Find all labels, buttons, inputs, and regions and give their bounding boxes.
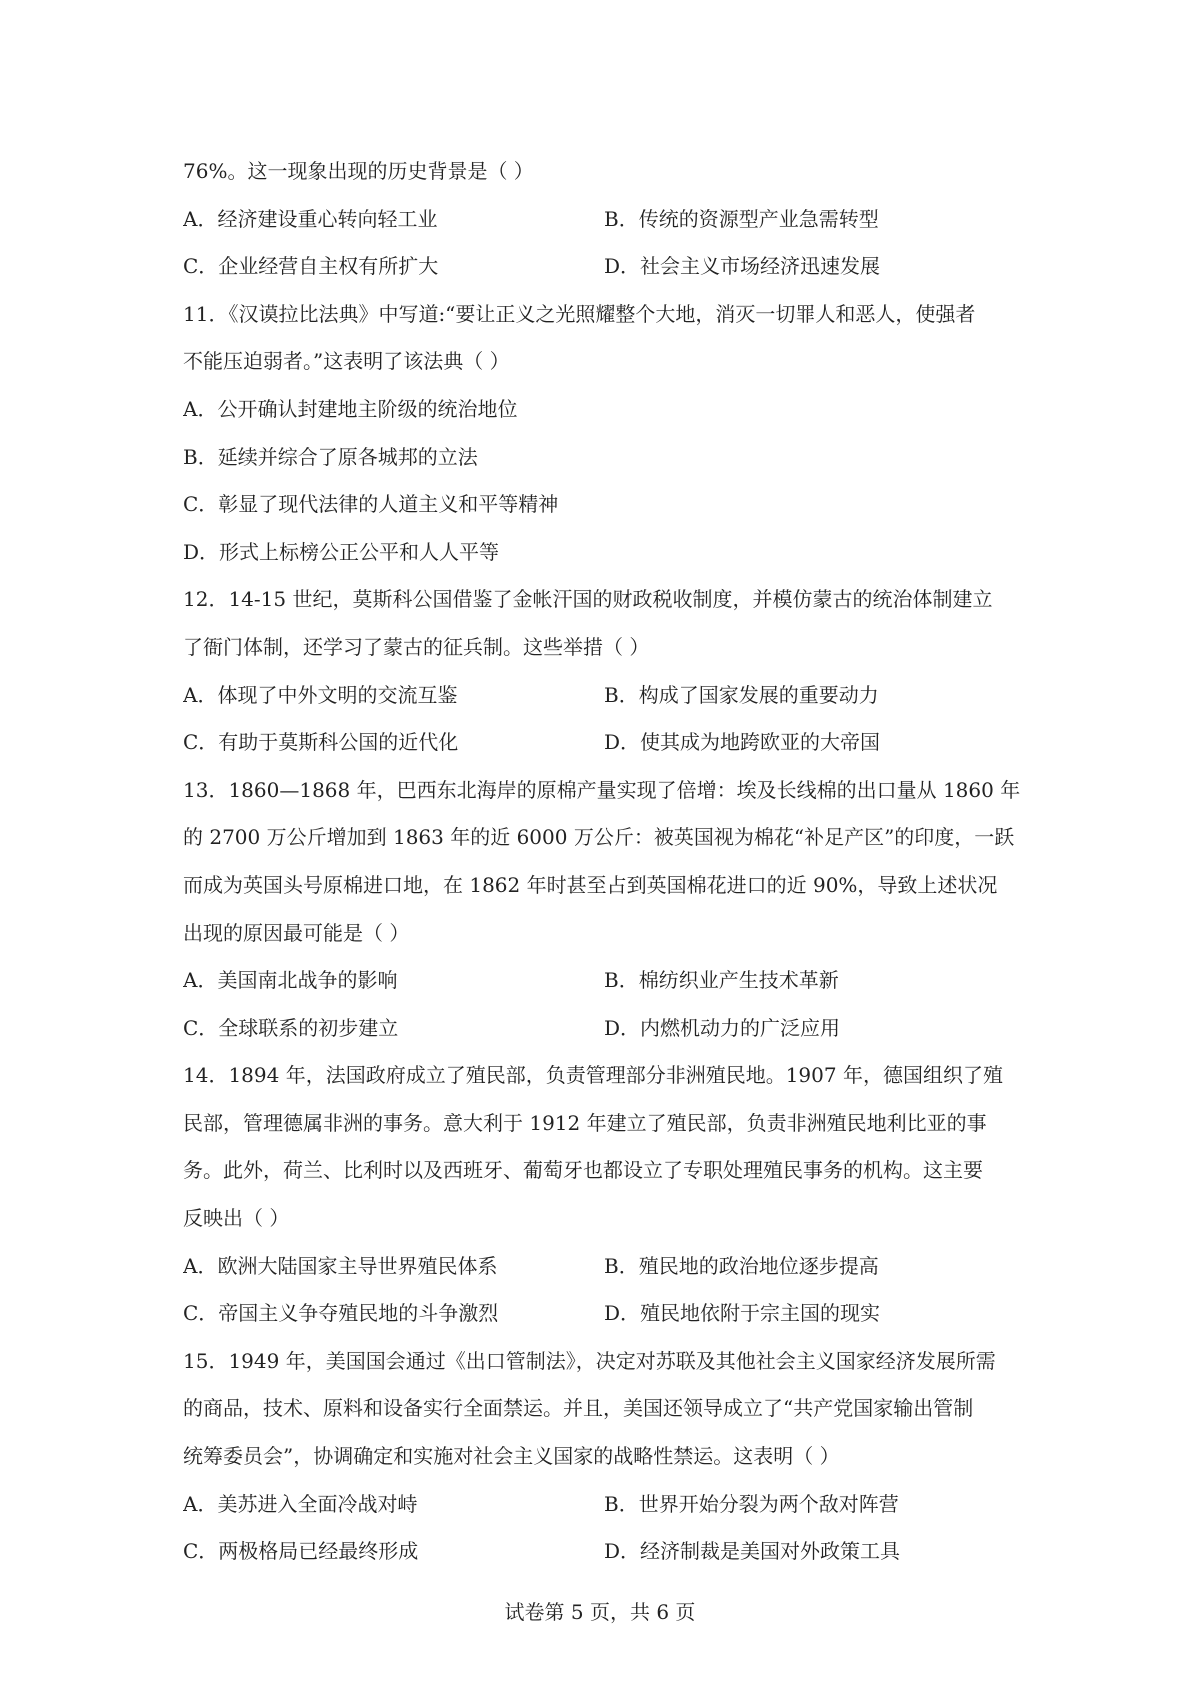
option-c: C．有助于莫斯科公国的近代化	[183, 730, 459, 755]
question-stem-line: 11．《汉谟拉比法典》中写道:“要让正义之光照耀整个大地，消灭一切罪人和恶人，使强者	[183, 301, 976, 326]
option-row	[183, 1005, 1028, 1053]
option-a: A．欧洲大陆国家主导世界殖民体系	[183, 1253, 498, 1278]
option-d: D．形式上标榜公正公平和人人平等	[183, 539, 500, 564]
option-row	[183, 1243, 1028, 1291]
option-row	[183, 957, 1028, 1005]
option-b: B．延续并综合了原各城邦的立法	[183, 444, 478, 469]
option-c: C．帝国主义争夺殖民地的斗争激烈	[183, 1301, 499, 1326]
question-stem-line: 15．1949 年，美国国会通过《出口管制法》，决定对苏联及其他社会主义国家经济发展所需	[183, 1348, 996, 1373]
option-d: D．使其成为地跨欧亚的大帝国	[604, 730, 881, 755]
option-b: B．殖民地的政治地位逐步提高	[604, 1253, 879, 1278]
option-a: A．美苏进入全面冷战对峙	[183, 1491, 418, 1516]
question-stem-line: 务。此外，荷兰、比利时以及西班牙、葡萄牙也都设立了专职处理殖民事务的机构。这主要	[183, 1158, 983, 1183]
question-11	[183, 291, 1028, 577]
question-stem-line: 的 2700 万公斤增加到 1863 年的近 6000 万公斤：被英国视为棉花“补足产区”的印度，一跃	[183, 825, 1015, 850]
option-row	[183, 1290, 1028, 1338]
option-row	[183, 1481, 1028, 1529]
option-b: B．世界开始分裂为两个敌对阵营	[604, 1491, 899, 1516]
option-d: D．内燃机动力的广泛应用	[604, 1015, 841, 1040]
option-row	[183, 243, 1028, 291]
option-b: B．构成了国家发展的重要动力	[604, 682, 879, 707]
question-12	[183, 576, 1028, 766]
question-stem-line: 13．1860—1868 年，巴西东北海岸的原棉产量实现了倍增：埃及长线棉的出口量从 1860 年	[183, 777, 1021, 802]
question-15	[183, 1338, 1028, 1576]
option-b: B．棉纺织业产生技术革新	[604, 968, 839, 993]
question-stem-line: 14．1894 年，法国政府成立了殖民部，负责管理部分非洲殖民地。1907 年，德国组织了殖	[183, 1063, 1003, 1088]
option-row	[183, 672, 1028, 720]
question-stem-line: 统筹委员会”，协调确定和实施对社会主义国家的战略性禁运。这表明（ ）	[183, 1444, 840, 1469]
question-stem-line: 民部，管理德属非洲的事务。意大利于 1912 年建立了殖民部，负责非洲殖民地利比亚的事	[183, 1110, 987, 1135]
option-a: A．公开确认封建地主阶级的统治地位	[183, 396, 518, 421]
question-stem-line: 的商品，技术、原料和设备实行全面禁运。并且，美国还领导成立了“共产党国家输出管制	[183, 1396, 974, 1421]
option-c: C．彰显了现代法律的人道主义和平等精神	[183, 492, 559, 517]
question-14	[183, 1052, 1028, 1338]
option-d: D．经济制裁是美国对外政策工具	[604, 1539, 901, 1564]
question-stem-line: 不能压迫弱者。”这表明了该法典（ ）	[183, 349, 510, 374]
question-stem-line: 而成为英国头号原棉进口地，在 1862 年时甚至占到英国棉花进口的近 90%，导致上述状况	[183, 872, 998, 897]
option-d: D．殖民地依附于宗主国的现实	[604, 1301, 881, 1326]
option-a: A．经济建设重心转向轻工业	[183, 206, 438, 231]
question-stem-line: 76%。这一现象出现的历史背景是（ ）	[183, 159, 534, 183]
question-stem-line: 了衙门体制，还学习了蒙古的征兵制。这些举措（ ）	[183, 634, 650, 659]
option-row	[183, 719, 1028, 767]
option-c: C．两极格局已经最终形成	[183, 1539, 419, 1564]
page-footer: 试卷第 5 页，共 6 页	[504, 1600, 696, 1624]
option-row	[183, 196, 1028, 244]
question-stem-line: 出现的原因最可能是（ ）	[183, 920, 410, 945]
question-10	[183, 148, 1028, 291]
question-stem-line: 12．14-15 世纪，莫斯科公国借鉴了金帐汗国的财政税收制度，并模仿蒙古的统治体制建立	[183, 587, 993, 612]
option-c: C．全球联系的初步建立	[183, 1015, 399, 1040]
option-a: A．体现了中外文明的交流互鉴	[183, 682, 458, 707]
question-13	[183, 767, 1028, 1053]
question-list	[183, 148, 1028, 1576]
option-a: A．美国南北战争的影响	[183, 968, 398, 993]
question-stem-line: 反映出（ ）	[183, 1206, 290, 1231]
option-c: C．企业经营自主权有所扩大	[183, 254, 439, 279]
option-row	[183, 1528, 1028, 1576]
option-b: B．传统的资源型产业急需转型	[604, 206, 879, 231]
option-d: D．社会主义市场经济迅速发展	[604, 254, 881, 279]
